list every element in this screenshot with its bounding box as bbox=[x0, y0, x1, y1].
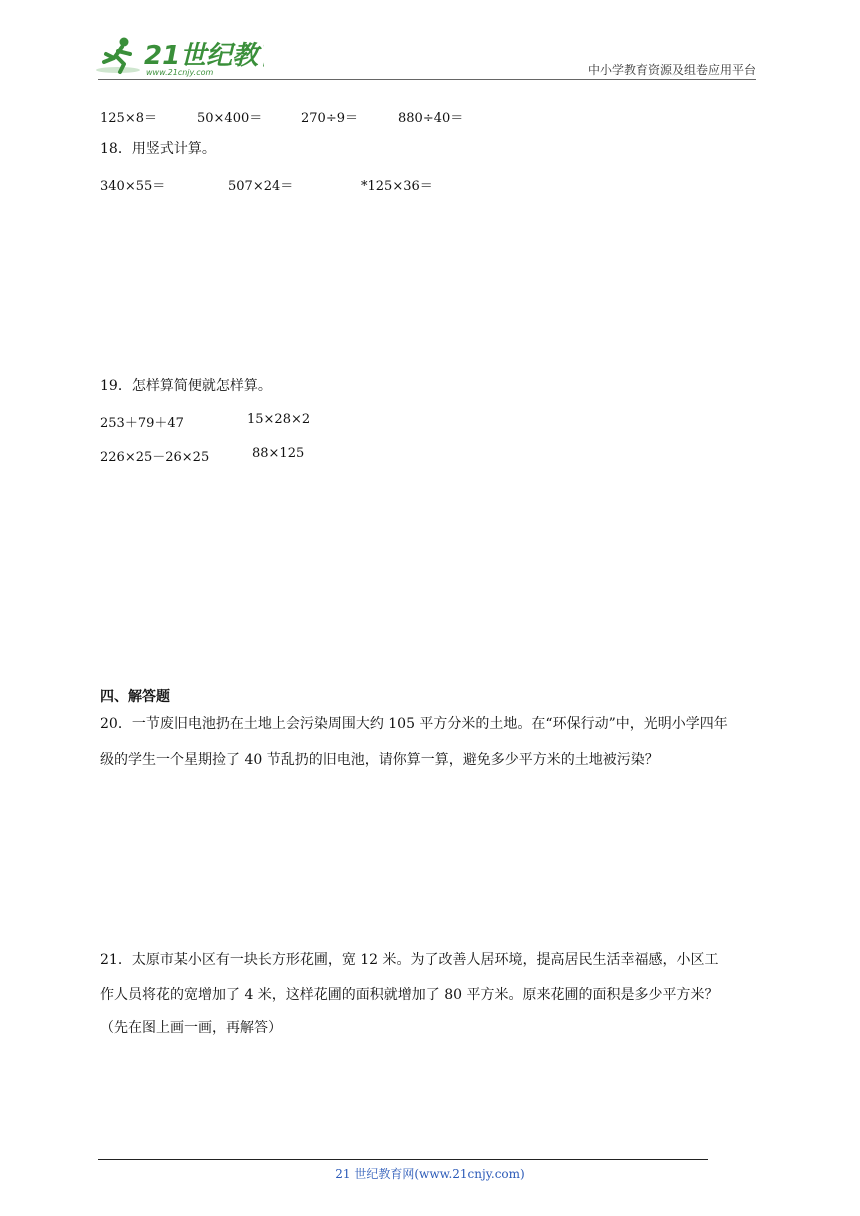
q18-item-3: *125×36＝ bbox=[361, 179, 433, 194]
footer-divider bbox=[98, 1159, 708, 1160]
runner-icon bbox=[94, 34, 264, 78]
footer-link[interactable]: 21 世纪教育网(www.21cnjy.com) bbox=[335, 1167, 525, 1181]
q17-item-4: 880÷40＝ bbox=[398, 111, 464, 126]
q20-line-1: 20．一节废旧电池扔在土地上会污染周围大约 105 平方分米的土地。在“环保行动”中，光明小学四年 bbox=[100, 716, 728, 732]
q19-title: 19．怎样算简便就怎样算。 bbox=[100, 378, 272, 394]
q19-item-3: 226×25－26×25 bbox=[100, 450, 210, 465]
site-logo bbox=[94, 34, 264, 78]
q18-item-1: 340×55＝ bbox=[100, 179, 166, 194]
logo-text: 21世纪教 bbox=[144, 41, 259, 71]
q17-item-1: 125×8＝ bbox=[100, 111, 157, 126]
q17-item-2: 50×400＝ bbox=[197, 111, 263, 126]
section-title: 四、解答题 bbox=[100, 689, 170, 705]
q21-line-2: 作人员将花的宽增加了 4 米，这样花圃的面积就增加了 80 平方米。原来花圃的面积是多少平方米？ bbox=[100, 987, 719, 1003]
header-divider bbox=[98, 79, 756, 80]
logo-url: www.21cnjy.com bbox=[146, 68, 214, 77]
q17-item-3: 270÷9＝ bbox=[301, 111, 358, 126]
header-platform-text: 中小学教育资源及组卷应用平台 bbox=[587, 63, 756, 77]
q19-item-4: 88×125 bbox=[252, 446, 305, 461]
q19-item-1: 253＋79＋47 bbox=[100, 416, 184, 431]
q19-item-2: 15×28×2 bbox=[247, 412, 311, 427]
q21-line-1: 21．太原市某小区有一块长方形花圃，宽 12 米。为了改善人居环境，提高居民生活幸福感，小区工 bbox=[100, 952, 719, 968]
q21-line-3: （先在图上画一画，再解答） bbox=[100, 1020, 282, 1036]
q18-item-2: 507×24＝ bbox=[228, 179, 294, 194]
q18-title: 18．用竖式计算。 bbox=[100, 141, 216, 157]
q20-line-2: 级的学生一个星期捡了 40 节乱扔的旧电池，请你算一算，避免多少平方米的土地被污染？ bbox=[100, 752, 659, 768]
